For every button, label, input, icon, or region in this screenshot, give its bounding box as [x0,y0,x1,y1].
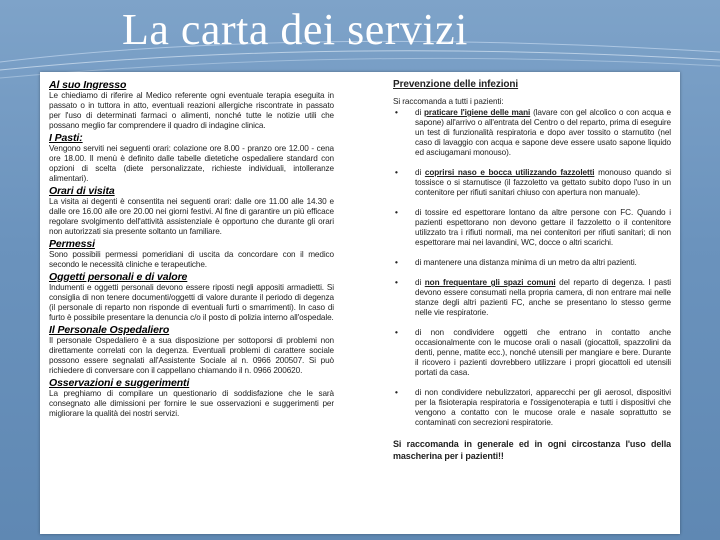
list-item: • di praticare l'igiene delle mani (lavare con gel alcolico o con acqua e sapone) all'arrivo o all'entrata del Centro o del reparto, prima di eseguire un test di funzionalità respiratoria e dopo aver tossito o starnutito (nel caso di lavaggio con acqua e sapone deve essere usato sapone liquido ed asciugamani monouso). [395,108,671,157]
section-heading-personale: Il Personale Ospedaliero [49,324,170,336]
closing-recommendation: Si raccomanda in generale ed in ogni circostanza l'uso della mascherina per i pazienti!! [393,439,671,461]
list-item: • di non frequentare gli spazi comuni del reparto di degenza. I pasti devono essere consumati nella propria camera, di non entrare mai nelle stanze degli altri pazienti FC, anche se presentano lo stesso germe nelle vie respiratorie. [395,278,671,317]
section-heading-orari-visita: Orari di visita [49,185,115,197]
bullet-icon: • [395,258,398,267]
section-heading-oggetti: Oggetti personali e di valore [49,271,188,283]
infection-prevention-heading: Prevenzione delle infezioni [393,79,519,90]
section-body-osservazioni: La preghiamo di compilare un questionario di soddisfazione che le sarà consegnato alle dimissioni per fornire le sue osservazioni e suggerimenti per migliorare la qualità dei nostri servizi. [49,389,334,418]
bullet-icon: • [395,208,398,217]
list-item: • di coprirsi naso e bocca utilizzando fazzoletti monouso quando si tossisce o si starnutisce (il fazzoletto va gettato subito dopo l'uso in un contenitore per rifiuti sanitari chiuso con apertura non manuale). [395,168,671,197]
slide-title: La carta dei servizi [122,5,468,54]
section-body-personale: Il personale Ospedaliero è a sua disposizione per sottoporsi di problemi non direttamente correlati con la degenza. Eventuali problemi di carattere sociale possono essere segnalati all'Assistente Sociale al n. 0966 200507. Si può richiedere di conversare con il cappellano chiamando il n. 0966 200620. [49,336,334,375]
bullet-icon: • [395,108,398,117]
bullet-icon: • [395,328,398,337]
section-body-orari-visita: La visita ai degenti è consentita nei seguenti orari: dalle ore 11.00 alle 14.30 e dalle ore 16.00 alle ore 20.00 nei giorni festivi. Al fine di garantire un più efficace regolare svolgimento dell'attività assistenziale è opportuno che durante gli orari non autorizzati sia presente soltanto un familiare. [49,197,334,236]
section-body-ingresso: Le chiediamo di riferire al Medico referente ogni eventuale terapia eseguita in passato o in tuttora in atto, eventuali reazioni allergiche riscontrate in passato per l'uso di determinati farmaci o alimenti, nonché tutte le notizie utili che possano meglio far comprendere il quadro di indagine clinica. [49,91,334,130]
section-body-pasti: Vengono serviti nei seguenti orari: colazione ore 8.00 - pranzo ore 12.00 - cena ore 18.00. Il menù è definito dalle tabelle dietetiche ospedaliere standard con opzioni di scelta (diete personalizzate, richieste individuali, intolleranze alimentari). [49,144,334,183]
emphasis-text: coprirsi naso e bocca utilizzando fazzoletti [424,168,595,177]
section-heading-pasti: I Pasti: [49,132,83,144]
list-item: • di non condividere nebulizzatori, apparecchi per gli aerosol, dispositivi per la fisioterapia respiratoria e l'ossigenoterapia e tutti i dispositivi che vengono a contatto con le mucose orale e nasale soprattutto se contaminati con secrezioni respiratorie. [395,388,671,427]
section-heading-permessi: Permessi [49,238,95,250]
bullet-icon: • [395,278,398,287]
section-body-permessi: Sono possibili permessi pomeridiani di uscita da concordare con il medico secondo le necessità cliniche e terapeutiche. [49,250,334,269]
right-column [393,79,671,529]
section-heading-ingresso: Al suo Ingresso [49,79,127,91]
emphasis-text: praticare l'igiene delle mani [424,108,531,117]
infection-prevention-intro: Si raccomanda a tutti i pazienti: [393,97,504,106]
list-item: • di non condividere oggetti che entrano in contatto anche occasionalmente con le mucose orali o nasali (giocattoli, spazzolini da denti, penne, matite ecc.), nonché utensili per mangiare e bere. Durante il ricovero i pazienti dovrebbero utilizzare i propri giocattoli ed utensili portati da casa. [395,328,671,377]
list-item: • di mantenere una distanza minima di un metro da altri pazienti. [395,258,637,267]
document-page [40,72,680,534]
bullet-icon: • [395,388,398,397]
list-item: • di tossire ed espettorare lontano da altre persone con FC. Quando i pazienti espettorano non devono gettare il fazzoletto o il contenitore utilizzato tra i rifiuti normali, ma nei contenitori per rifiuti sanitari; di non espettorare mai nei lavandini, WC, docce o altri scarichi. [395,208,671,247]
section-body-oggetti: Indumenti e oggetti personali devono essere riposti negli appositi armadietti. Si consiglia di non tenere documenti/oggetti di valore durante il periodo di degenza (il personale di reparto non risponde di eventuali furti o smarrimenti). In caso di furto è possibile presentare la denuncia c/o il posto di polizia interno all'ospedale. [49,283,334,322]
left-column [49,79,334,529]
emphasis-text: non frequentare gli spazi comuni [424,278,556,287]
section-heading-osservazioni: Osservazioni e suggerimenti [49,377,190,389]
bullet-icon: • [395,168,398,177]
